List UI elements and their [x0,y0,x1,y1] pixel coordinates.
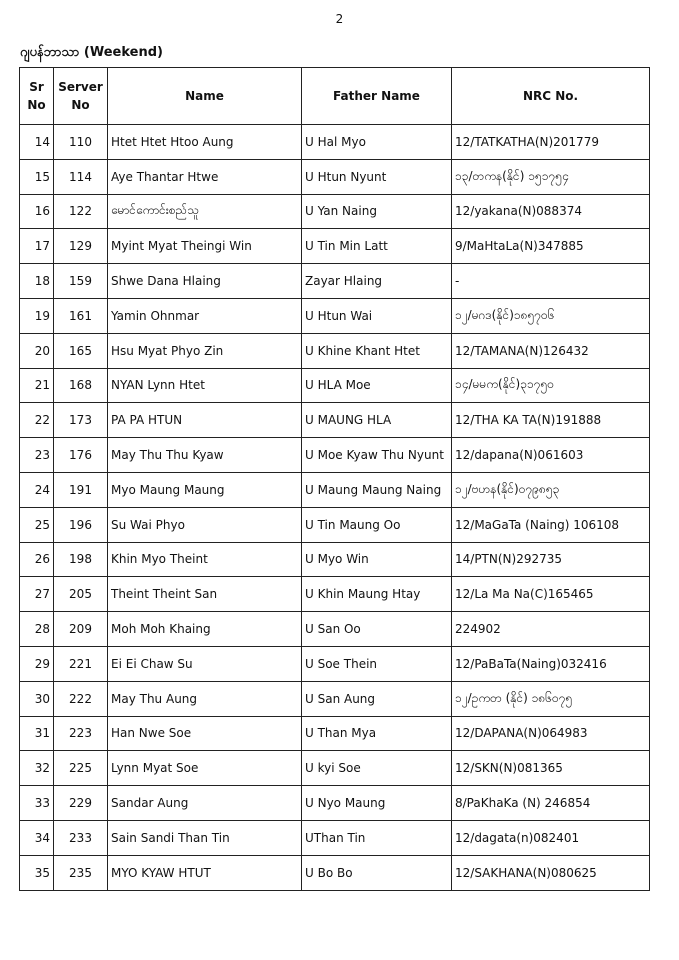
sr-no-cell: 35 [20,855,54,890]
name-cell: Moh Moh Khaing [108,612,302,647]
table-row [20,472,650,507]
name-cell: May Thu Thu Kyaw [108,438,302,473]
father-name-cell: U San Oo [302,612,452,647]
table-row [20,403,650,438]
table-row [20,298,650,333]
server-no-cell: 161 [54,298,108,333]
server-no-cell: 168 [54,368,108,403]
sr-no-cell: 31 [20,716,54,751]
table-row [20,264,650,299]
name-cell: Han Nwe Soe [108,716,302,751]
server-no-cell: 225 [54,751,108,786]
nrc-no-cell: 12/THA KA TA(N)191888 [452,403,650,438]
server-no-cell: 222 [54,681,108,716]
server-no-cell: 114 [54,159,108,194]
name-cell: Lynn Myat Soe [108,751,302,786]
father-name-cell: U Tin Min Latt [302,229,452,264]
table-row [20,612,650,647]
name-cell: NYAN Lynn Htet [108,368,302,403]
header-name: Name [108,68,302,125]
sr-no-cell: 33 [20,786,54,821]
nrc-no-cell: ၁၂/ဗဟန(နိုင်)၀၇၉၈၅၃ [452,472,650,507]
sr-no-cell: 15 [20,159,54,194]
table-row [20,438,650,473]
name-cell: May Thu Aung [108,681,302,716]
table-row [20,577,650,612]
father-name-cell: Zayar Hlaing [302,264,452,299]
sr-no-cell: 24 [20,472,54,507]
father-name-cell: U kyi Soe [302,751,452,786]
sr-no-cell: 22 [20,403,54,438]
father-name-cell: U Htun Wai [302,298,452,333]
father-name-cell: U Yan Naing [302,194,452,229]
sr-no-cell: 17 [20,229,54,264]
server-no-cell: 233 [54,820,108,855]
father-name-cell: U Khin Maung Htay [302,577,452,612]
sr-no-cell: 28 [20,612,54,647]
table-row [20,194,650,229]
nrc-no-cell: 224902 [452,612,650,647]
name-cell: Yamin Ohnmar [108,298,302,333]
name-cell: Su Wai Phyo [108,507,302,542]
nrc-no-cell: ၁၃/တကန(နိုင်) ၁၅၁၇၅၄ [452,159,650,194]
table-row [20,229,650,264]
sr-no-cell: 25 [20,507,54,542]
name-cell: မောင်ကောင်းစည်သူ [108,194,302,229]
name-cell: PA PA HTUN [108,403,302,438]
sr-no-cell: 19 [20,298,54,333]
nrc-no-cell: 12/PaBaTa(Naing)032416 [452,646,650,681]
server-no-cell: 205 [54,577,108,612]
server-no-cell: 159 [54,264,108,299]
nrc-no-cell: 14/PTN(N)292735 [452,542,650,577]
father-name-cell: U HLA Moe [302,368,452,403]
sr-no-cell: 30 [20,681,54,716]
father-name-cell: U Khine Khant Htet [302,333,452,368]
header-sr-no: Sr No [20,68,54,125]
student-roster-table [19,67,650,891]
nrc-no-cell: 12/SAKHANA(N)080625 [452,855,650,890]
father-name-cell: UThan Tin [302,820,452,855]
name-cell: Aye Thantar Htwe [108,159,302,194]
name-cell: Myo Maung Maung [108,472,302,507]
table-header-row [20,68,650,125]
sr-no-cell: 18 [20,264,54,299]
table-row [20,125,650,160]
name-cell: Myint Myat Theingi Win [108,229,302,264]
server-no-cell: 235 [54,855,108,890]
server-no-cell: 191 [54,472,108,507]
sr-no-cell: 29 [20,646,54,681]
father-name-cell: U Soe Thein [302,646,452,681]
name-cell: Htet Htet Htoo Aung [108,125,302,160]
sr-no-cell: 32 [20,751,54,786]
sr-no-cell: 23 [20,438,54,473]
nrc-no-cell: 12/DAPANA(N)064983 [452,716,650,751]
table-row [20,368,650,403]
table-row [20,820,650,855]
name-cell: Hsu Myat Phyo Zin [108,333,302,368]
server-no-cell: 176 [54,438,108,473]
server-no-cell: 196 [54,507,108,542]
name-cell: Sain Sandi Than Tin [108,820,302,855]
server-no-cell: 223 [54,716,108,751]
table-row [20,681,650,716]
sr-no-cell: 16 [20,194,54,229]
sr-no-cell: 20 [20,333,54,368]
father-name-cell: U MAUNG HLA [302,403,452,438]
father-name-cell: U Bo Bo [302,855,452,890]
nrc-no-cell: 12/yakana(N)088374 [452,194,650,229]
nrc-no-cell: 12/TATKATHA(N)201779 [452,125,650,160]
father-name-cell: U Myo Win [302,542,452,577]
table-row [20,786,650,821]
server-no-cell: 122 [54,194,108,229]
server-no-cell: 198 [54,542,108,577]
nrc-no-cell: ၁၂/မဂဒ(နိုင်)၁၈၅၇၀၆ [452,298,650,333]
table-row [20,333,650,368]
sr-no-cell: 14 [20,125,54,160]
name-cell: Ei Ei Chaw Su [108,646,302,681]
table-body [20,125,650,891]
page-number: 2 [335,12,344,26]
name-cell: Shwe Dana Hlaing [108,264,302,299]
nrc-no-cell: 12/La Ma Na(C)165465 [452,577,650,612]
table-row [20,159,650,194]
nrc-no-cell: 12/SKN(N)081365 [452,751,650,786]
father-name-cell: U Nyo Maung [302,786,452,821]
table-row [20,716,650,751]
father-name-cell: U Maung Maung Naing [302,472,452,507]
server-no-cell: 165 [54,333,108,368]
nrc-no-cell: 12/dagata(n)082401 [452,820,650,855]
nrc-no-cell: ၁၂/ဥကတ (နိုင်) ၁၈၆၀၇၅ [452,681,650,716]
name-cell: Theint Theint San [108,577,302,612]
table-row [20,507,650,542]
server-no-cell: 229 [54,786,108,821]
nrc-no-cell: 12/MaGaTa (Naing) 106108 [452,507,650,542]
table-row [20,751,650,786]
table-row [20,542,650,577]
father-name-cell: U Hal Myo [302,125,452,160]
sr-no-cell: 27 [20,577,54,612]
father-name-cell: U San Aung [302,681,452,716]
server-no-cell: 173 [54,403,108,438]
server-no-cell: 209 [54,612,108,647]
name-cell: Sandar Aung [108,786,302,821]
sr-no-cell: 21 [20,368,54,403]
father-name-cell: U Moe Kyaw Thu Nyunt [302,438,452,473]
name-cell: MYO KYAW HTUT [108,855,302,890]
sr-no-cell: 34 [20,820,54,855]
nrc-no-cell: - [452,264,650,299]
server-no-cell: 129 [54,229,108,264]
server-no-cell: 110 [54,125,108,160]
section-title: ဂျပန်ဘာသာ (Weekend) [20,45,163,60]
table-row [20,646,650,681]
table-row [20,855,650,890]
header-father-name: Father Name [302,68,452,125]
nrc-no-cell: 12/dapana(N)061603 [452,438,650,473]
father-name-cell: U Than Mya [302,716,452,751]
header-server-no: Server No [54,68,108,125]
father-name-cell: U Tin Maung Oo [302,507,452,542]
nrc-no-cell: 9/MaHtaLa(N)347885 [452,229,650,264]
server-no-cell: 221 [54,646,108,681]
father-name-cell: U Htun Nyunt [302,159,452,194]
header-nrc-no: NRC No. [452,68,650,125]
name-cell: Khin Myo Theint [108,542,302,577]
sr-no-cell: 26 [20,542,54,577]
nrc-no-cell: 12/TAMANA(N)126432 [452,333,650,368]
nrc-no-cell: ၁၄/မမက(နိုင်)၃၁၇၅၀ [452,368,650,403]
nrc-no-cell: 8/PaKhaKa (N) 246854 [452,786,650,821]
